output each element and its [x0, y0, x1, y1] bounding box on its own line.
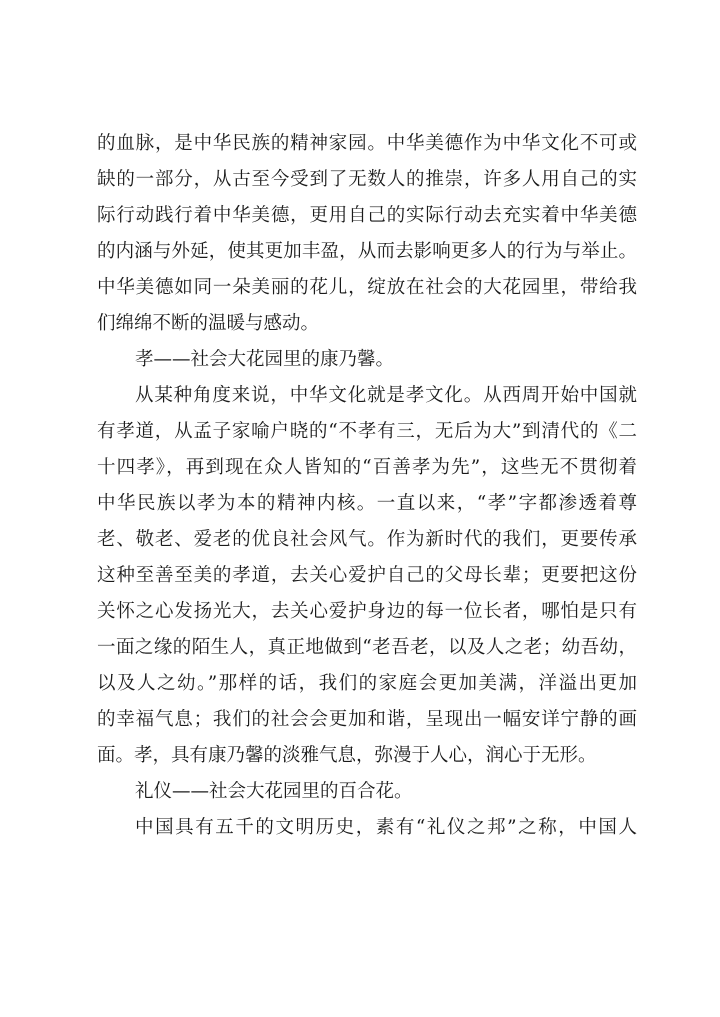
text-line: 关怀之心发扬光大，去关心爱护身边的每一位长者，哪怕是只有 — [97, 601, 637, 622]
text-line: 中华美德如同一朵美丽的花儿，绽放在社会的大花园里，带给我 — [97, 277, 637, 298]
text-line: 的血脉，是中华民族的精神家园。中华美德作为中华文化不可或 — [97, 133, 637, 154]
text-line: 这种至善至美的孝道，去关心爱护自己的父母长辈；更要把这份 — [97, 565, 637, 586]
text-line: 的内涵与外延，使其更加丰盈，从而去影响更多人的行为与举止。 — [97, 241, 637, 262]
text-line: 的幸福气息；我们的社会会更加和谐，呈现出一幅安详宁静的画 — [97, 709, 637, 730]
text-line: 中国具有五千的文明历史，素有“礼仪之邦”之称，中国人 — [135, 817, 637, 838]
text-line: 有孝道，从孟子家喻户晓的“不孝有三，无后为大”到清代的《二 — [97, 421, 637, 442]
text-line: 们绵绵不断的温暖与感动。 — [97, 313, 320, 334]
section-heading-etiquette: 礼仪——社会大花园里的百合花。 — [135, 781, 413, 802]
section-heading-filial-piety: 孝——社会大花园里的康乃馨。 — [135, 349, 395, 370]
text-line: 缺的一部分，从古至今受到了无数人的推崇，许多人用自己的实 — [97, 169, 637, 190]
text-line: 际行动践行着中华美德，更用自己的实际行动去充实着中华美德 — [97, 205, 637, 226]
text-line: 一面之缘的陌生人，真正地做到“老吾老，以及人之老；幼吾幼， — [97, 637, 637, 658]
text-line: 老、敬老、爱老的优良社会风气。作为新时代的我们，更要传承 — [97, 529, 637, 550]
body-text — [97, 126, 637, 846]
text-line: 十四孝》，再到现在众人皆知的“百善孝为先”，这些无不贯彻着 — [97, 457, 637, 478]
text-line: 从某种角度来说，中华文化就是孝文化。从西周开始中国就 — [135, 385, 637, 406]
text-line: 中华民族以孝为本的精神内核。一直以来，“孝”字都渗透着尊 — [97, 493, 637, 514]
text-line: 面。孝，具有康乃馨的淡雅气息，弥漫于人心，润心于无形。 — [97, 745, 597, 766]
text-line: 以及人之幼。”那样的话，我们的家庭会更加美满，洋溢出更加 — [97, 673, 637, 694]
